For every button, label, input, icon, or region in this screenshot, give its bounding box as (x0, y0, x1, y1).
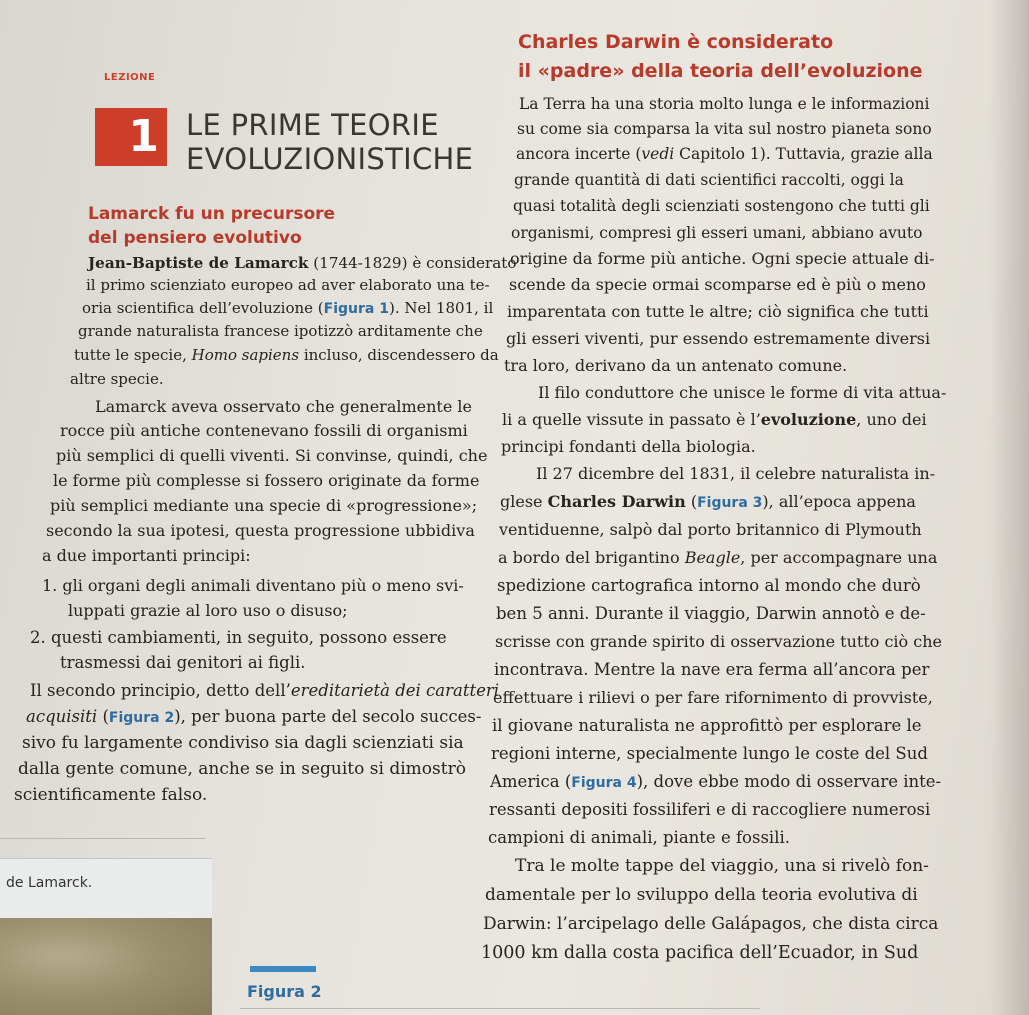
text-line: gli esseri viventi, pur essendo estremamente diversi (506, 329, 931, 348)
text-line: le forme più complesse si fossero originate da forme (53, 471, 480, 490)
text-line: organismi, compresi gli esseri umani, abbiano avuto (511, 224, 923, 242)
text-line: a due importanti principi: (42, 546, 251, 565)
text-line: grande naturalista francese ipotizzò arditamente che (78, 322, 483, 340)
text-line: secondo la sua ipotesi, questa progressione ubbidiva (46, 521, 475, 540)
text-line: origine da forme più antiche. Ogni specie attuale di- (510, 249, 935, 268)
text-line: Tra le molte tappe del viaggio, una si rivelò fon- (515, 856, 929, 876)
text-line: Lamarck aveva osservato che generalmente le (95, 397, 472, 416)
list-item-continuation: luppati grazie al loro uso o disuso; (68, 601, 348, 620)
left-subheading (88, 202, 335, 250)
text-line: oria scientifica dell’evoluzione (Figura 1). Nel 1801, il (82, 299, 494, 317)
text-line: su come sia comparsa la vita sul nostro pianeta sono (517, 120, 932, 138)
figure-rule (0, 838, 205, 839)
text-line: più semplici mediante una specie di «progressione»; (50, 496, 478, 515)
text-line: acquisiti (Figura 2), per buona parte del secolo succes- (26, 707, 482, 726)
text-line: Il secondo principio, detto dell’ereditarietà dei caratteri (30, 681, 500, 700)
subheading-line: del pensiero evolutivo (88, 228, 302, 248)
text-line: rocce più antiche contenevano fossili di organismi (60, 421, 468, 440)
text-line: incontrava. Mentre la nave era ferma all’ancora per (494, 660, 930, 679)
text-line: regioni interne, specialmente lungo le coste del Sud (491, 744, 928, 763)
text-line: spedizione cartografica intorno al mondo che durò (497, 576, 921, 595)
text-line: effettuare i rilievi o per fare rifornimento di provviste, (493, 688, 933, 707)
text-line: scientificamente falso. (14, 785, 208, 805)
text-line: scrisse con grande spirito di osservazione tutto ciò che (495, 632, 942, 651)
text-line: campioni di animali, piante e fossili. (488, 828, 791, 847)
text-line: altre specie. (70, 370, 164, 388)
text-line: a bordo del brigantino Beagle, per accompagnare una (498, 548, 938, 567)
figure-1-caption: de Lamarck. (6, 875, 93, 891)
lesson-tag: LEZIONE (104, 72, 156, 83)
list-item: 1. gli organi degli animali diventano più o meno svi- (42, 576, 464, 595)
text-line: scende da specie ormai scomparse ed è più o meno (509, 275, 926, 294)
page-edge-shadow (989, 0, 1029, 1015)
right-subheading (518, 28, 923, 86)
text-line: America (Figura 4), dove ebbe modo di osservare inte- (490, 772, 942, 791)
text-line: il giovane naturalista ne approfittò per esplorare le (492, 716, 922, 735)
subheading-line: Lamarck fu un precursore (88, 204, 336, 224)
list-item: 2. questi cambiamenti, in seguito, possono essere (30, 628, 447, 647)
text-line: Il 27 dicembre del 1831, il celebre naturalista in- (536, 464, 936, 483)
text-line: ancora incerte (vedi Capitolo 1). Tuttavia, grazie alla (516, 145, 933, 163)
text-line: ressanti depositi fossiliferi e di raccogliere numerosi (489, 800, 931, 819)
text-line: quasi totalità degli scienziati sostengono che tutti gli (513, 197, 930, 215)
text-line: li a quelle vissute in passato è l’evoluzione, uno dei (502, 410, 927, 429)
text-line: grande quantità di dati scientifici raccolti, oggi la (514, 171, 904, 189)
lesson-number: 1 (95, 108, 167, 166)
figure-2-accent-bar (250, 966, 316, 972)
text-line: sivo fu largamente condiviso sia dagli scienziati sia (22, 733, 464, 753)
lesson-title-line: EVOLUZIONISTICHE (186, 142, 474, 176)
text-line: La Terra ha una storia molto lunga e le informazioni (519, 95, 930, 113)
subheading-line: il «padre» della teoria dell’evoluzione (518, 60, 923, 82)
subheading-line: Charles Darwin è considerato (518, 31, 834, 53)
figure-1-image (0, 918, 212, 1015)
text-line: il primo scienziato europeo ad aver elaborato una te- (86, 276, 490, 294)
text-line: glese Charles Darwin (Figura 3), all’epoca appena (500, 492, 916, 511)
text-line: damentale per lo sviluppo della teoria evolutiva di (485, 885, 918, 905)
text-line: principi fondanti della biologia. (501, 437, 756, 456)
text-line: ben 5 anni. Durante il viaggio, Darwin annotò e de- (496, 604, 926, 623)
list-item-continuation: trasmessi dai genitori ai figli. (60, 653, 306, 672)
text-line: Darwin: l’arcipelago delle Galápagos, che dista circa (483, 914, 939, 934)
text-line: tutte le specie, Homo sapiens incluso, discendessero da (74, 346, 499, 364)
text-line: Jean-Baptiste de Lamarck (1744-1829) è considerato (88, 254, 517, 272)
lesson-title-line: LE PRIME TEORIE (186, 108, 439, 142)
text-line: più semplici di quelli viventi. Si convinse, quindi, che (56, 446, 488, 465)
text-line: imparentata con tutte le altre; ciò significa che tutti (507, 302, 929, 321)
text-line: Il filo conduttore che unisce le forme di vita attua- (538, 383, 947, 402)
text-line: tra loro, derivano da un antenato comune. (504, 356, 848, 375)
text-line: 1000 km dalla costa pacifica dell’Ecuador, in Sud (481, 943, 919, 963)
text-line: dalla gente comune, anche se in seguito si dimostrò (18, 759, 466, 779)
text-line: ventiduenne, salpò dal porto britannico di Plymouth (499, 520, 922, 539)
lesson-title (186, 108, 473, 176)
figure-2-rule (240, 1008, 760, 1009)
figure-2-label: Figura 2 (247, 982, 322, 1001)
